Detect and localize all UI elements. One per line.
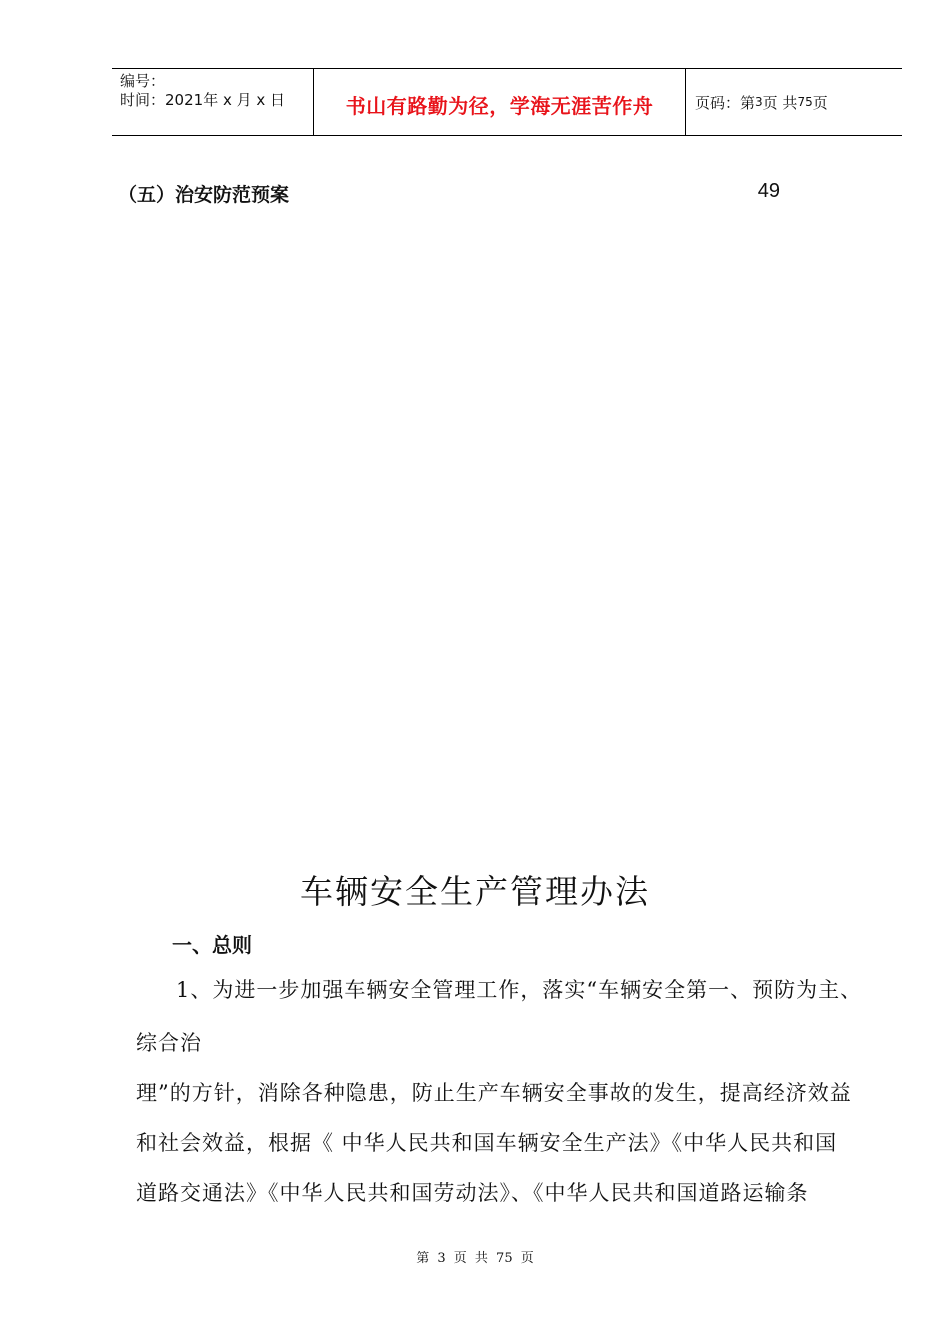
header-meta bbox=[112, 69, 313, 135]
section-heading: 一、总则 bbox=[172, 933, 252, 957]
page-total: 75 bbox=[797, 95, 813, 109]
paragraph-line: 理”的方针，消除各种隐患，防止生产车辆安全事故的发生，提高经济效益 bbox=[136, 1081, 852, 1105]
header-motto: 书山有路勤为径，学海无涯苦作舟 bbox=[345, 93, 654, 118]
page-label: 页码：第 bbox=[695, 93, 756, 112]
page-header bbox=[112, 68, 902, 136]
header-motto-cell bbox=[313, 69, 686, 135]
paragraph-line: 和社会效益，根据《 中华人民共和国车辆安全生产法》《中华人民共和国 bbox=[136, 1131, 838, 1155]
date-rest: 年 x 月 x 日 bbox=[203, 91, 286, 109]
page-footer: 第 3 页 共 75 页 bbox=[416, 1251, 534, 1266]
page-current: 3 bbox=[755, 95, 763, 109]
toc-entry[interactable] bbox=[118, 180, 788, 207]
document-title: 车辆安全生产管理办法 bbox=[300, 872, 650, 911]
date-year: 2021 bbox=[165, 91, 204, 109]
header-page-info bbox=[686, 69, 902, 135]
date-label: 时间： bbox=[120, 91, 166, 109]
paragraph-line: 道路交通法》《中华人民共和国劳动法》、《中华人民共和国道路运输条 bbox=[136, 1181, 809, 1205]
date-line bbox=[120, 91, 313, 110]
page-mid: 页 共 bbox=[762, 93, 798, 112]
toc-entry-text: （五）治安防范预案 bbox=[118, 184, 290, 206]
toc-entry-page: 49 bbox=[757, 180, 780, 202]
paragraph-line: 综合治 bbox=[136, 1031, 202, 1055]
number-label: 编号： bbox=[120, 72, 166, 90]
page-end: 页 bbox=[812, 93, 828, 112]
paragraph-line: 1、为进一步加强车辆安全管理工作，落实“车辆安全第一、预防为主、 bbox=[176, 978, 863, 1002]
